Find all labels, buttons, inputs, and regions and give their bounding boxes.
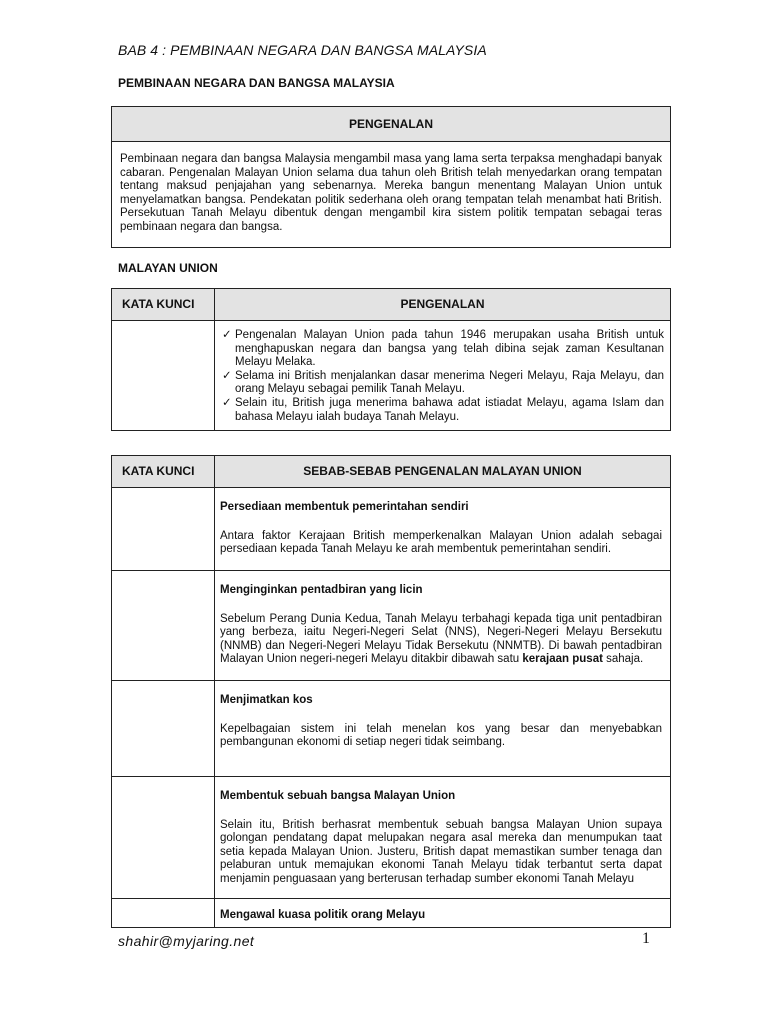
intro-heading: PENGENALAN	[112, 107, 670, 142]
reason-cell	[215, 488, 671, 571]
intro-text: Pembinaan negara dan bangsa Malaysia mengambil masa yang lama serta terpaksa menghadapi banyak cabaran. Pengenalan Malayan Union selama dua tahun oleh British telah menyedarkan orang tempatan tentang maksud penjajahan yang sebenarnya. Mereka bangun menentang Malayan Union untuk menyelamatkan bangsa. Pendekatan politik sederhana oleh orang tempatan telah menambat hati British. Persekutuan Tanah Melayu dibentuk dengan mengambil kira sistem politik tempatan sebagai teras pembinaan negara dan bangsa.	[120, 153, 662, 233]
section-heading-malayan-union: MALAYAN UNION	[118, 261, 218, 275]
page-number: 1	[642, 930, 650, 947]
reason-title: Menginginkan pentadbiran yang licin	[220, 584, 423, 596]
reason-text: Kepelbagaian sistem ini telah menelan kos yang besar dan menyebabkan pembangunan ekonomi di setiap negeri tidak seimbang.	[220, 722, 662, 749]
list-item: ✓ Selain itu, British juga menerima bahawa adat istiadat Melayu, agama Islam dan bahasa Melayu ialah budaya Tanah Melayu.	[222, 396, 664, 423]
keyword-cell	[112, 681, 215, 777]
checkmark-icon: ✓	[222, 329, 232, 341]
reason-text: Sebelum Perang Dunia Kedua, Tanah Melayu terbahagi kepada tiga unit pentadbiran yang berbeza, iaitu Negeri-Negeri Selat (NNS), Negeri-Negeri Melayu Bersekutu (NNMB) dan Negeri-Negeri Melayu Tidak Bersekutu (NNMTB). Di bawah pentadbiran Malayan Union negeri-negeri Melayu ditakbir dibawah satu kerajaan pusat sahaja.	[220, 612, 662, 666]
reason-title: Menjimatkan kos	[220, 694, 313, 706]
table2-header-sebab: SEBAB-SEBAB PENGENALAN MALAYAN UNION	[215, 456, 671, 488]
table1-keyword-cell	[112, 321, 215, 431]
keyword-cell	[112, 899, 215, 928]
reason-cell	[215, 899, 671, 928]
keyword-cell	[112, 488, 215, 571]
table-row	[112, 681, 671, 777]
keyword-cell	[112, 571, 215, 681]
reason-cell	[215, 571, 671, 681]
reason-cell	[215, 681, 671, 777]
reason-title: Persediaan membentuk pemerintahan sendiri	[220, 501, 469, 513]
table2-header-kata-kunci: KATA KUNCI	[112, 456, 215, 488]
table-row	[112, 488, 671, 571]
table-row	[112, 571, 671, 681]
list-item: ✓ Pengenalan Malayan Union pada tahun 1946 merupakan usaha British untuk menghapuskan negara dan bangsa yang telah dibina sejak zaman Kesultanan Melayu Melaka.	[222, 329, 664, 369]
table1-header-kata-kunci: KATA KUNCI	[112, 289, 215, 321]
reason-text: Selain itu, British berhasrat membentuk sebuah bangsa Malayan Union supaya golongan pendatang dapat melupakan negara asal mereka dan menumpukan taat setia kepada Malayan Union. Justeru, British dapat memastikan sumber tenaga dan pelaburan untuk memajukan ekonomi Tanah Melayu tidak terbantut serta dapat menjamin penguasaan yang berterusan terhadap sumber ekonomi Tanah Melayu	[220, 818, 662, 885]
reason-title: Membentuk sebuah bangsa Malayan Union	[220, 790, 456, 802]
reason-title: Mengawal kuasa politik orang Melayu	[220, 909, 426, 921]
checkmark-icon: ✓	[222, 396, 232, 409]
reason-text: Antara faktor Kerajaan British memperkenalkan Malayan Union adalah sebagai persediaan kepada Tanah Melayu ke arah membentuk pemerintahan sendiri.	[220, 529, 662, 556]
table1-header-pengenalan: PENGENALAN	[215, 289, 671, 321]
reasons-table	[111, 455, 671, 928]
keyword-bold: kerajaan pusat	[522, 653, 603, 666]
document-heading: PEMBINAAN NEGARA DAN BANGSA MALAYSIA	[118, 76, 395, 90]
list-item: ✓ Selama ini British menjalankan dasar menerima Negeri Melayu, Raja Melayu, dan orang Melayu sebagai pemilik Tanah Melayu.	[222, 369, 664, 396]
introduction-table	[111, 288, 671, 431]
intro-box	[111, 106, 671, 248]
document-header-title: BAB 4 : PEMBINAAN NEGARA DAN BANGSA MALAYSIA	[118, 42, 487, 58]
table-row	[112, 899, 671, 928]
table1-content-cell	[215, 321, 671, 431]
reason-cell	[215, 777, 671, 899]
bullet-list	[215, 321, 670, 430]
keyword-cell	[112, 777, 215, 899]
footer-email: shahir@myjaring.net	[118, 933, 255, 949]
checkmark-icon: ✓	[222, 369, 232, 382]
table-row	[112, 777, 671, 899]
